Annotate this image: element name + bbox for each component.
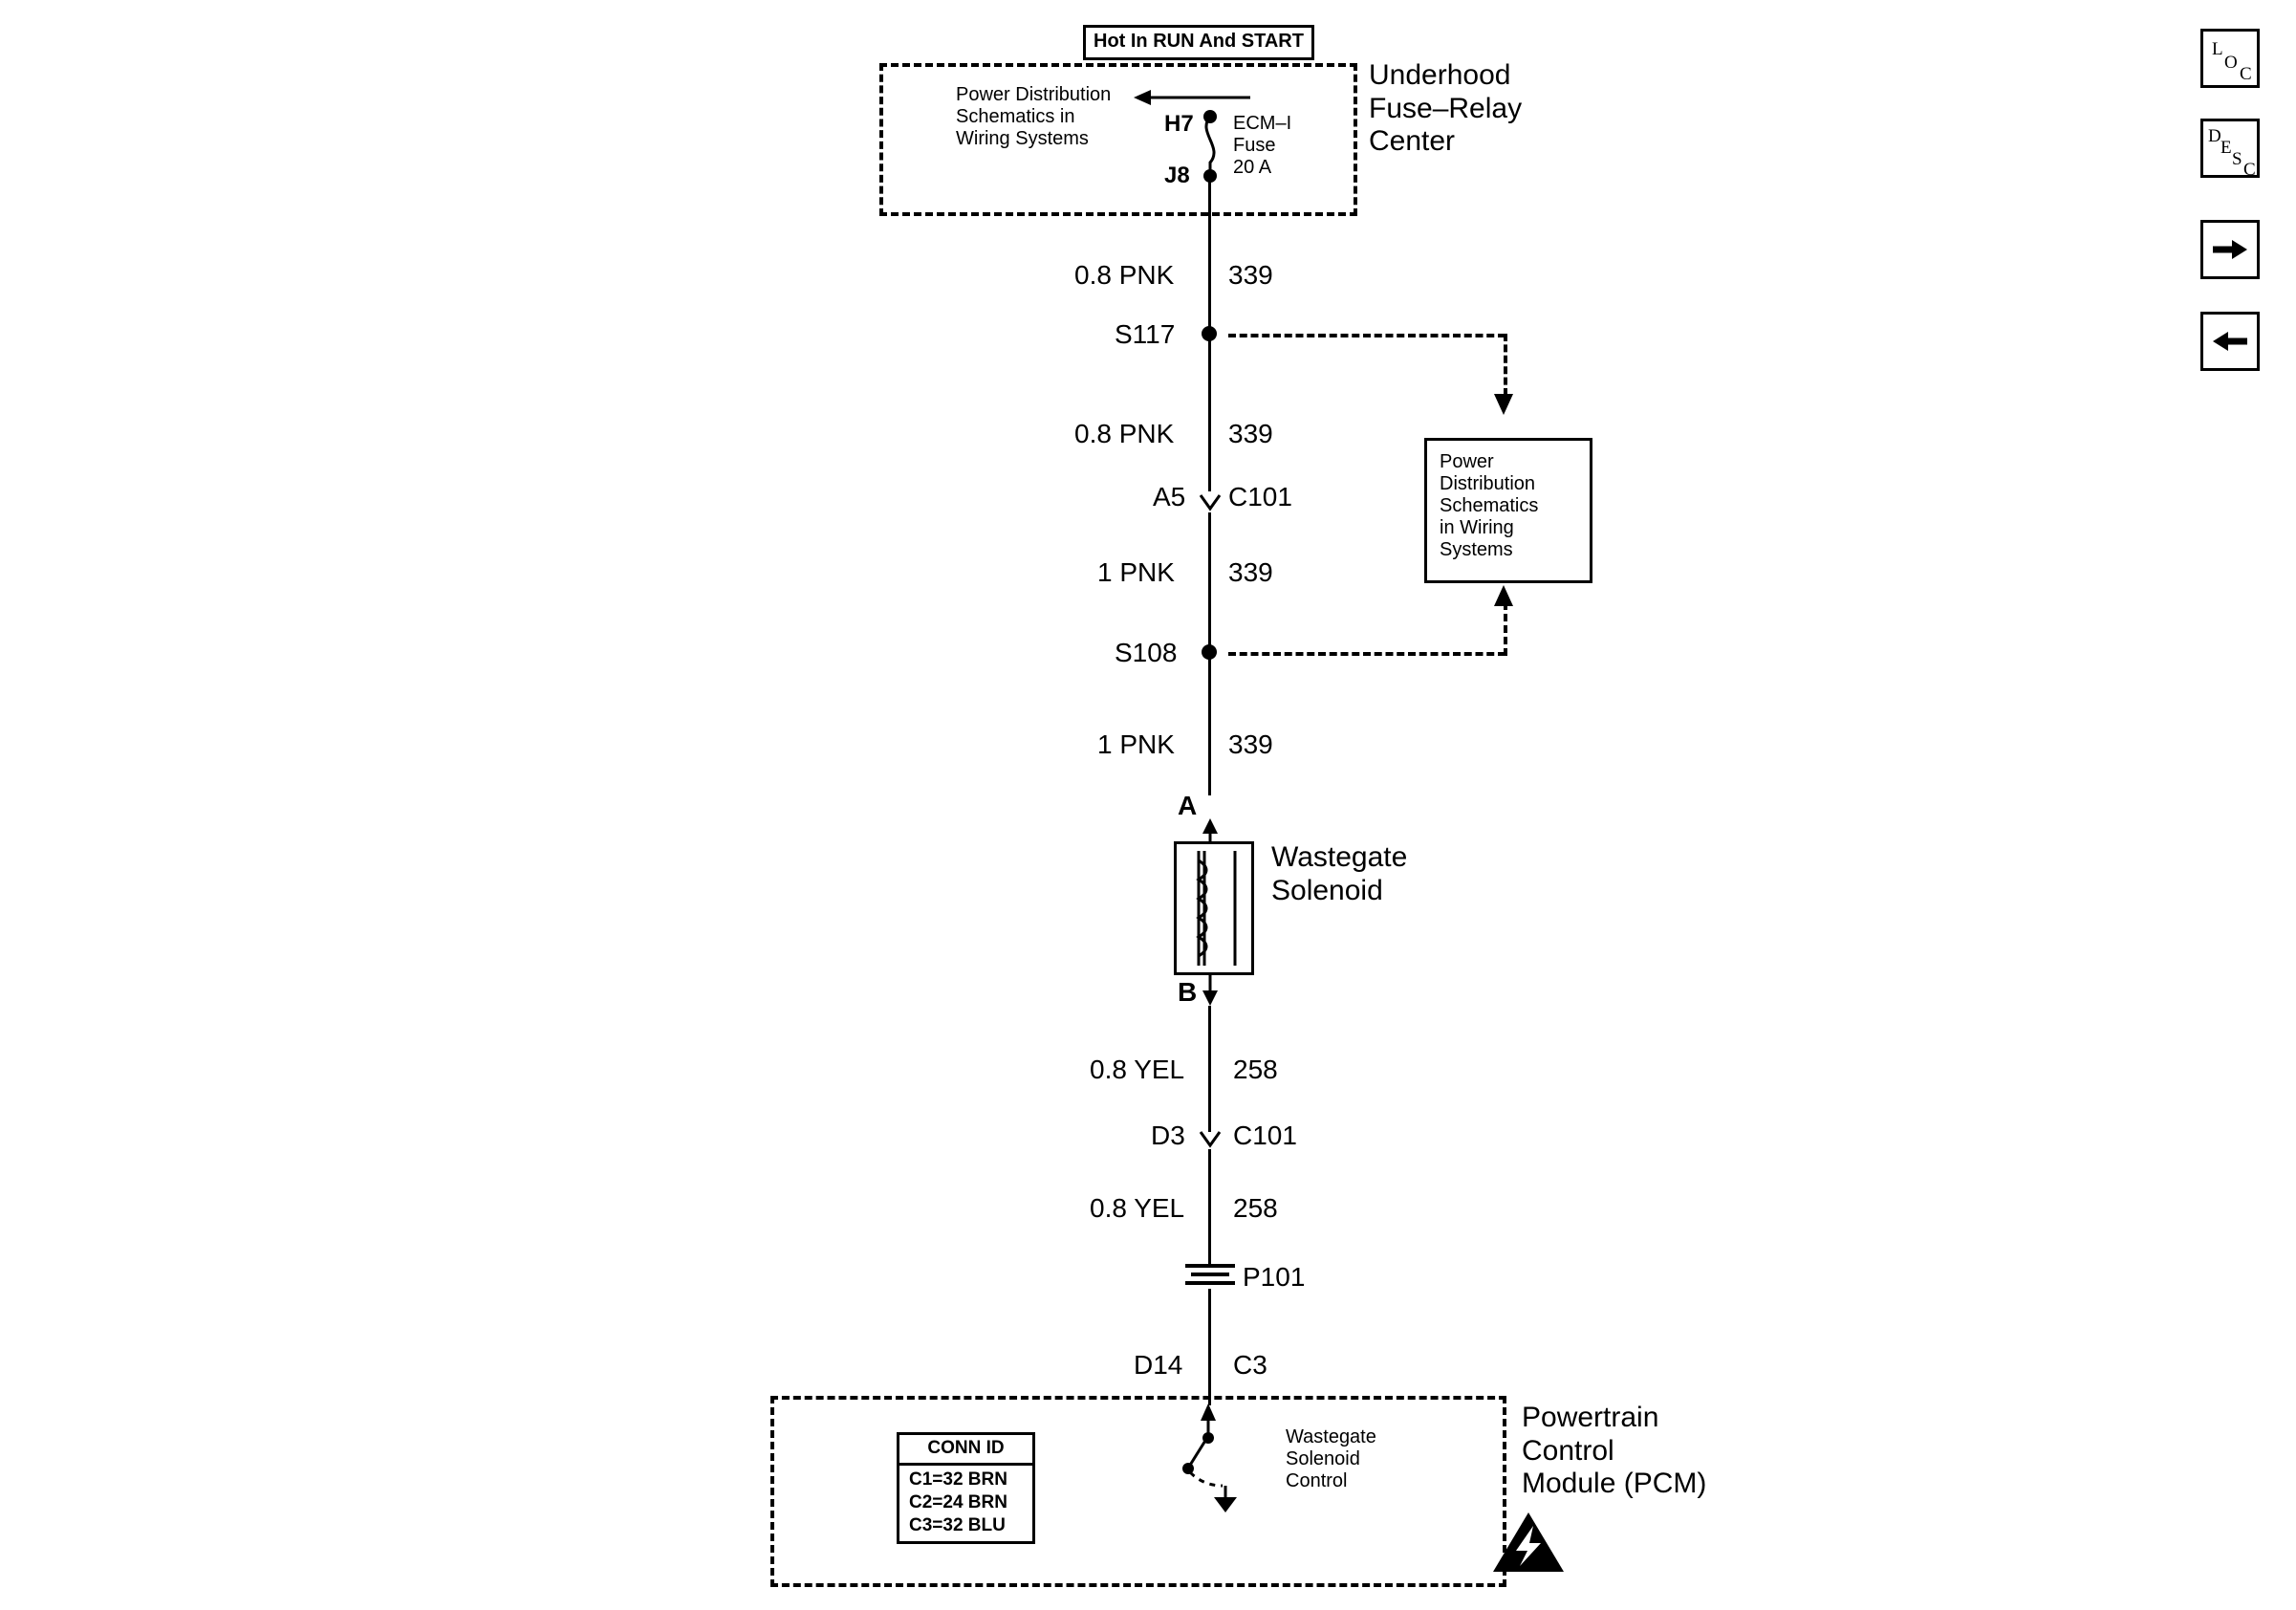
wire-segment-p101-to-pcm: [1208, 1289, 1211, 1405]
wire-segment-c101-to-p101: [1208, 1149, 1211, 1268]
arrow-left-icon: [2211, 328, 2249, 355]
hot-in-run-and-start-label: Hot In RUN And START: [1083, 25, 1314, 60]
conn-id-row: C1=32 BRN: [909, 1469, 1007, 1490]
pcm-circuit-label: Wastegate Solenoid Control: [1286, 1426, 1376, 1491]
fuse-name-label: ECM–I Fuse 20 A: [1233, 113, 1292, 178]
wire-2-color-gauge: 0.8 PNK: [1074, 419, 1175, 448]
conn-id-row: C2=24 BRN: [909, 1491, 1007, 1512]
conn-id-rows: [899, 1466, 1032, 1541]
pcm-label: Powertrain Control Module (PCM): [1522, 1402, 1707, 1499]
conn-id-row: C3=32 BLU: [909, 1514, 1006, 1535]
s117-dashed-connector-h: [1228, 334, 1505, 337]
wire-6-number: 258: [1233, 1193, 1278, 1223]
power-distribution-reference-top: Power Distribution Schematics in Wiring Systems: [956, 84, 1112, 149]
p101-connector-symbol-icon: [1181, 1258, 1239, 1291]
wire-segment-fuse-to-s117: [1208, 182, 1211, 338]
wastegate-solenoid-label: Wastegate Solenoid: [1271, 841, 1408, 906]
reference-arrow-top-icon: [1128, 86, 1252, 109]
wire-4-color-gauge: 1 PNK: [1097, 729, 1175, 759]
wire-segment-s117-to-c101: [1208, 338, 1211, 491]
fuse-pin-top-label: H7: [1164, 111, 1194, 137]
wire-segment-s108-to-solenoid: [1208, 656, 1211, 795]
connector-c101-pin-d3: D3: [1151, 1120, 1185, 1150]
arrow-right-icon: [2211, 236, 2249, 263]
splice-s108-label: S108: [1115, 638, 1178, 667]
conn-id-header: CONN ID: [899, 1435, 1032, 1466]
connector-c101-name-bottom: C101: [1233, 1120, 1297, 1150]
connector-c101-name-top: C101: [1228, 482, 1292, 511]
wire-1-number: 339: [1228, 260, 1273, 290]
power-distribution-reference-side: Power Distribution Schematics in Wiring Systems: [1440, 451, 1539, 560]
p101-label: P101: [1243, 1262, 1306, 1292]
wire-segment-solenoid-to-c101: [1208, 1006, 1211, 1132]
wire-2-number: 339: [1228, 419, 1273, 448]
next-button[interactable]: [2200, 220, 2260, 279]
wire-1-color-gauge: 0.8 PNK: [1074, 260, 1175, 290]
solenoid-pin-a-label: A: [1178, 791, 1198, 820]
solenoid-pin-b-label: B: [1178, 977, 1198, 1007]
s108-dashed-connector-h: [1228, 652, 1505, 656]
solenoid-terminal-bottom-icon: [1195, 973, 1225, 1008]
conn-id-table: [897, 1432, 1035, 1544]
wire-5-color-gauge: 0.8 YEL: [1090, 1055, 1185, 1084]
fuse-symbol-icon: [1193, 103, 1227, 189]
pcm-driver-circuit-icon: [1176, 1398, 1281, 1537]
esd-static-sensitive-icon: [1491, 1509, 1566, 1576]
wire-4-number: 339: [1228, 729, 1273, 759]
wire-3-number: 339: [1228, 557, 1273, 587]
pcm-box: [770, 1396, 1506, 1587]
prev-button[interactable]: [2200, 312, 2260, 371]
wire-5-number: 258: [1233, 1055, 1278, 1084]
connector-c101-pin-a5: A5: [1153, 482, 1186, 511]
s108-dashed-connector-v: [1504, 602, 1507, 656]
wire-3-color-gauge: 1 PNK: [1097, 557, 1175, 587]
desc-button[interactable]: D E S C: [2200, 119, 2260, 178]
connector-c3-pin-d14: D14: [1134, 1350, 1183, 1380]
wire-6-color-gauge: 0.8 YEL: [1090, 1193, 1185, 1223]
fuse-pin-bottom-label: J8: [1164, 163, 1190, 188]
connector-c3-name: C3: [1233, 1350, 1267, 1380]
s117-dashed-arrow-icon: [1488, 381, 1521, 419]
underhood-fuse-relay-center-label: Underhood Fuse–Relay Center: [1369, 59, 1523, 157]
loc-button[interactable]: L O C: [2200, 29, 2260, 88]
solenoid-coil-icon: [1181, 845, 1246, 971]
wire-segment-c101-to-s108: [1208, 512, 1211, 648]
splice-s117-label: S117: [1115, 319, 1176, 349]
